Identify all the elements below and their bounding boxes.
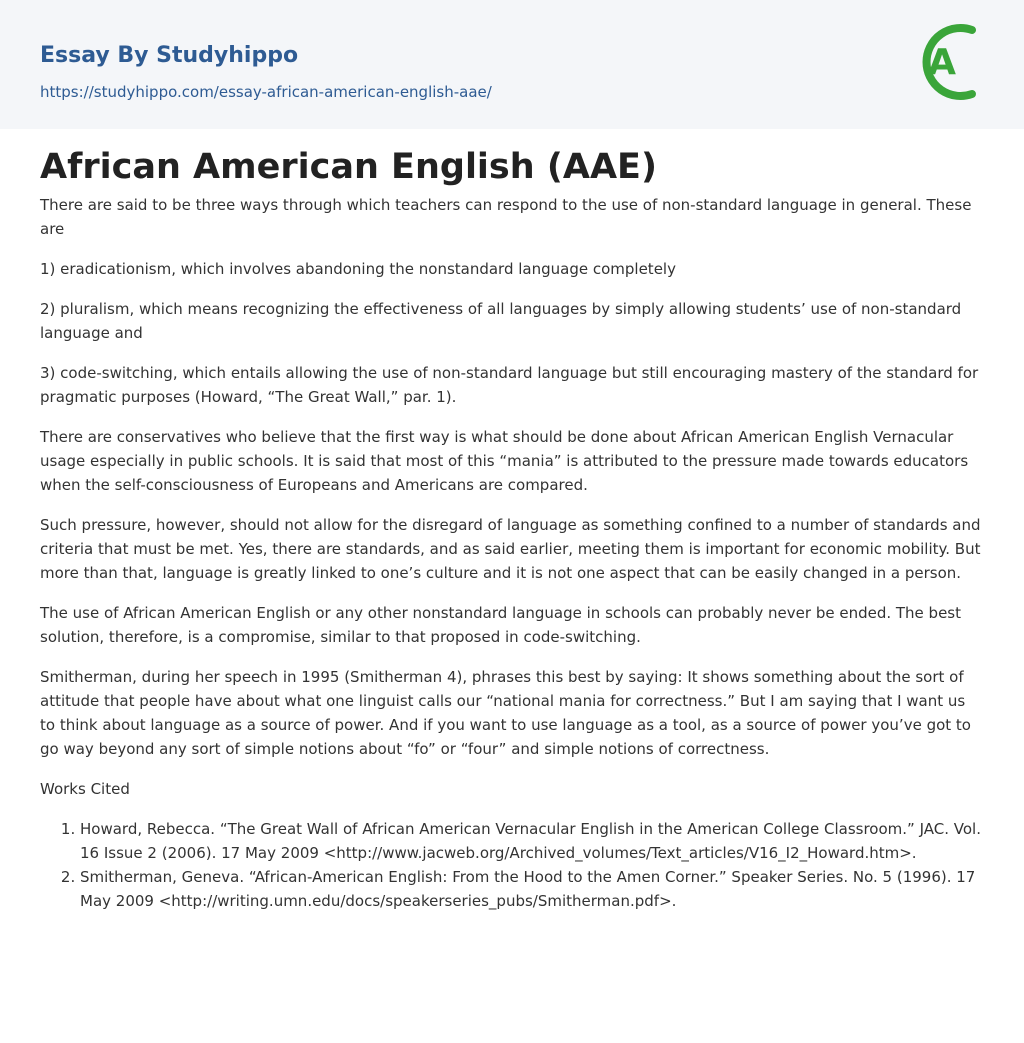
intro-paragraph: There are said to be three ways through which teachers can respond to the use of non-standard language in general. These are bbox=[40, 196, 972, 238]
article-title: African American English (AAE) bbox=[40, 147, 657, 187]
site-title[interactable]: Essay By Studyhippo bbox=[40, 43, 299, 68]
paragraph-conservatives: There are conservatives who believe that the first way is what should be done about African American English Vernacular usage especially in public schools. It is said that most of this “mania” is attributed to the pressure made towards educators when the self-consciousness of Europeans and Americans are compared. bbox=[40, 428, 969, 494]
site-header bbox=[0, 0, 1024, 129]
essay-url-link[interactable]: https://studyhippo.com/essay-african-american-english-aae/ bbox=[40, 83, 492, 101]
works-cited-list bbox=[40, 817, 984, 913]
point-pluralism: 2) pluralism, which means recognizing the effectiveness of all languages by simply allowing students’ use of non-standard language and bbox=[40, 300, 962, 342]
paragraph-compromise: The use of African American English or any other nonstandard language in schools can probably never be ended. The best solution, therefore, is a compromise, similar to that proposed in code-switching. bbox=[40, 604, 961, 646]
studyhippo-logo-icon[interactable] bbox=[914, 18, 986, 106]
citation-item: 1. Howard, Rebecca. “The Great Wall of African American Vernacular English in the American College Classroom.” JAC. Vol. 16 Issue 2 (2006). 17 May 2009 <http://www.jacweb.org/Archived_volumes/Text_articles/V16_I2_Howard.htm>. bbox=[80, 817, 984, 865]
logo-letter: A bbox=[928, 42, 956, 83]
paragraph-pressure: Such pressure, however, should not allow for the disregard of language as something confined to a number of standards and criteria that must be met. Yes, there are standards, and as said earlier, meeting them is important for economic mobility. But more than that, language is greatly linked to one’s culture and it is not one aspect that can be easily changed in a person. bbox=[40, 516, 981, 582]
works-cited-heading: Works Cited bbox=[40, 780, 130, 798]
article-body bbox=[0, 129, 1024, 913]
citation-item: 2. Smitherman, Geneva. “African-American English: From the Hood to the Amen Corner.” Speaker Series. No. 5 (1996). 17 May 2009 <http://writing.umn.edu/docs/speakerseries_pubs/Smitherman.pdf>. bbox=[80, 865, 984, 913]
point-code-switching: 3) code-switching, which entails allowing the use of non-standard language but still encouraging mastery of the standard for pragmatic purposes (Howard, “The Great Wall,” par. 1). bbox=[40, 364, 979, 406]
point-eradicationism: 1) eradicationism, which involves abandoning the nonstandard language completely bbox=[40, 260, 676, 278]
paragraph-smitherman-quote: Smitherman, during her speech in 1995 (Smitherman 4), phrases this best by saying: It shows something about the sort of attitude that people have about what one linguist calls our “national mania for correctness.” But I am saying that I want us to think about language as a source of power. And if you want to use language as a tool, as a source of power you’ve got to go way beyond any sort of simple notions about “fo” or “four” and simple notions of correctness. bbox=[40, 668, 971, 758]
